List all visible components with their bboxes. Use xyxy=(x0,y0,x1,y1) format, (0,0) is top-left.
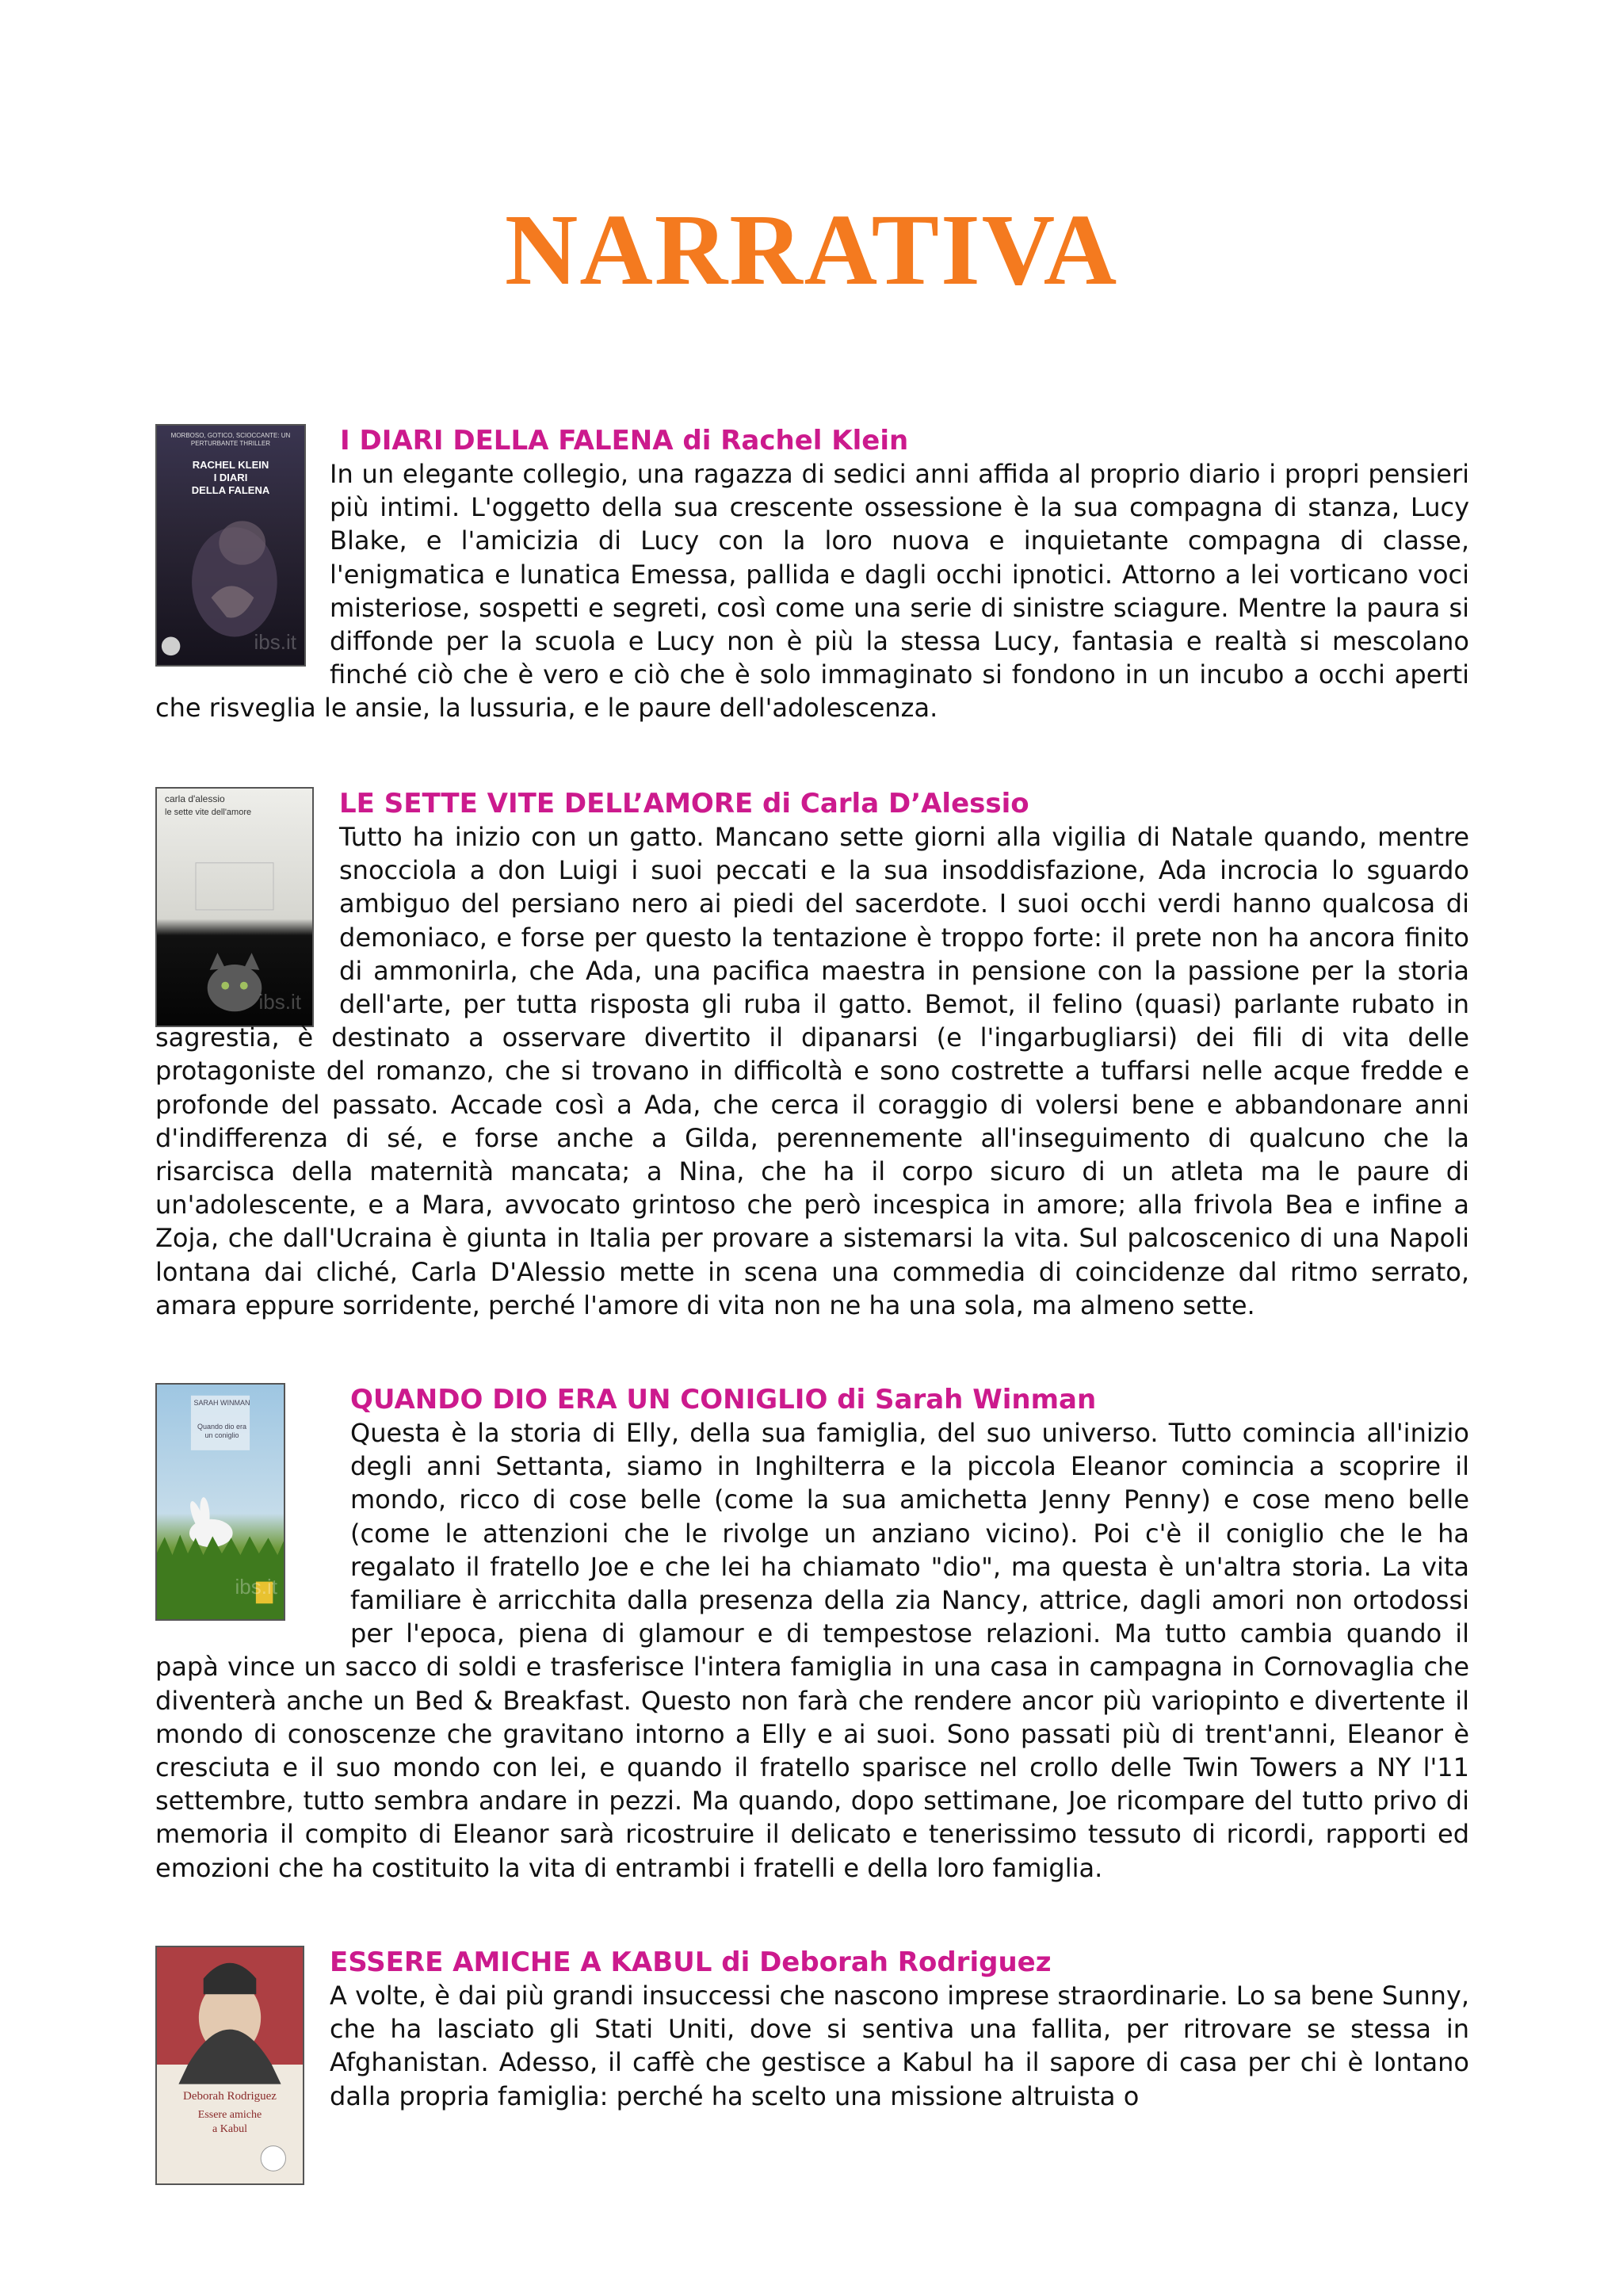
cover-text-wrap xyxy=(155,1979,330,2213)
page-title: NARRATIVA xyxy=(504,193,1119,306)
book-description-text: Tutto ha inizio con un gatto. Mancano sette giorni alla vigilia di Natale quando, mentre snocciola a don Luigi i suoi peccati e la sua insoddisfazione, Ada incrocia lo sguardo ambiguo del persiano nero ai piedi del sacerdote. I suoi occhi verdi hanno qualcosa di demoniaco, e forse per questo la tentazione è troppo forte: il prete non ha ancora finito di ammonirla, che Ada, una pacifica maestra in pensione con la passione per la storia dell'arte, per tutta risposta gli ruba il gatto. Bemot, il felino (quasi) parlante rubato in sagrestia, è destinato a osservare divertito il dipanarsi (e l'ingarbugliarsi) dei fili di vita delle protagoniste del romanzo, che si trovano in difficoltà e sono costrette a tuffarsi nelle acque fredde e profonde del passato. Accade così a Ada, che cerca il coraggio di volersi bene e abbandonare anni d'indifferenza di sé, e forse anche a Gilda, perennemente all'inseguimento di qualcuno che la risarcisca della maternità mancata; a Nina, che ha il corpo sicuro di un atleta ma le paure di un'adolescente, e a Mara, avvocato grintoso che però incespica in amore; alla frivola Bea e infine a Zoja, che dall'Ucraina è giunta in Italia per provare a sistemarsi la vita. Sul palcoscenico di una Napoli lontana dai cliché, Carla D'Alessio mette in scena una commedia di coincidenze dal ritmo serrato, amara eppure sorridente, perché l'amore di vita non ne ha una sola, ma almeno sette. xyxy=(155,822,1469,1320)
cover-author: RACHEL KLEIN xyxy=(192,459,269,471)
book-title: QUANDO DIO ERA UN CONIGLIO di Sarah Winman xyxy=(350,1384,1097,1415)
book-description xyxy=(155,1416,1469,1885)
cover-author: Deborah Rodriguez xyxy=(183,2090,277,2103)
book-description xyxy=(155,820,1469,1322)
cover-author: SARAH WINMAN xyxy=(193,1399,250,1407)
book-description xyxy=(155,457,1469,725)
cover-title-line2: a Kabul xyxy=(212,2123,247,2135)
cover-text-wrap xyxy=(155,820,339,1020)
cover-text-wrap xyxy=(155,457,330,691)
cover-author: carla d'alessio xyxy=(165,793,225,804)
cover-watermark: ibs.it xyxy=(235,1575,277,1599)
book-title: LE SETTE VITE DELL’AMORE di Carla D’Alessio xyxy=(339,788,1029,819)
book-description xyxy=(155,1979,1469,2213)
book-title: ESSERE AMICHE A KABUL di Deborah Rodriguez xyxy=(330,1946,1052,1978)
cover-watermark: ibs.it xyxy=(258,990,301,1014)
cover-title-line1: Essere amiche xyxy=(197,2109,262,2121)
cover-title-line1: Quando dio era un coniglio xyxy=(197,1423,247,1439)
book-description-text: Questa è la storia di Elly, della sua famiglia, del suo universo. Tutto comincia all'inizio degli anni Settanta, siamo in Inghilterra e la piccola Eleanor comincia a scoprire il mondo, ricco di cose belle (come la sua amichetta Jenny Penny) e cose meno belle (come le attenzioni che le rivolge un anziano vicino). Poi c'è il coniglio che le ha regalato il fratello Joe e che lei ha chiamato "dio", ma questa è un'altra storia. La vita familiare è arricchita dalla presenza della zia Nancy, attrice, dagli amori non ortodossi per l'epoca, piena di glamour e di tempestose relazioni. Ma tutto cambia quando il papà vince un sacco di soldi e trasferisce l'intera famiglia in una casa in campagna in Cornovaglia che diventerà anche un Bed & Breakfast. Questo non farà che rendere ancor più variopinto e divertente il mondo di conoscenze che gravitano intorno a Elly e ai suoi. Sono passati più di trent'anni, Eleanor è cresciuta e il suo mondo con lei, e quando il fratello sparisce nel crollo delle Twin Towers a NY l'11 settembre, tutto sembra andare in pezzi. Ma quando, dopo settimane, Joe ricompare del tutto privo di memoria il compito di Eleanor sarà ricostruire il delicato e tenerissimo tessuto di ricordi, rapporti ed emozioni che ha costituito la vita di entrambi i fratelli e della loro famiglia. xyxy=(155,1418,1469,1883)
cover-title-line1: I DIARI xyxy=(213,472,248,483)
cover-title-line2: DELLA FALENA xyxy=(191,484,270,496)
cover-title-line1: le sette vite dell'amore xyxy=(165,808,252,817)
book-description-text: A volte, è dai più grandi insuccessi che nascono imprese straordinarie. Lo sa bene Sunny, che ha lasciato gli Stati Uniti, dove si sentiva una fallita, per ritrovare se stessa in Afghanistan. Adesso, il caffè che gestisce a Kabul ha il sapore di casa per chi è lontano dalla propria famiglia: perché ha scelto una missione altruista o xyxy=(330,1981,1469,2111)
cover-text-wrap xyxy=(155,1416,350,1650)
cover-tagline: MORBOSO, GOTICO, SCIOCCANTE: UN PERTURBANTE THRILLER xyxy=(170,432,291,447)
book-description-text: In un elegante collegio, una ragazza di sedici anni affida al proprio diario i propri pensieri più intimi. L'oggetto della sua crescente ossessione è la sua compagna di stanza, Lucy Blake, e l'amicizia di Lucy con la loro nuova e inquietante compagna di classe, l'enigmatica e lunatica Emessa, pallida e dagli occhi ipnotici. Attorno a lei vorticano voci misteriose, sospetti e segreti, così come una serie di sinistre sciagure. Mentre la paura si diffonde per la scuola e Lucy non è più la stessa Lucy, fantasia e realtà si mescolano finché ciò che è vero e ciò che è solo immaginato si fondono in un incubo a occhi aperti che risveglia le ansie, la lussuria, e le paure dell'adolescenza. xyxy=(155,459,1469,724)
book-title: I DIARI DELLA FALENA di Rachel Klein xyxy=(340,425,909,457)
cover-watermark: ibs.it xyxy=(254,630,296,654)
